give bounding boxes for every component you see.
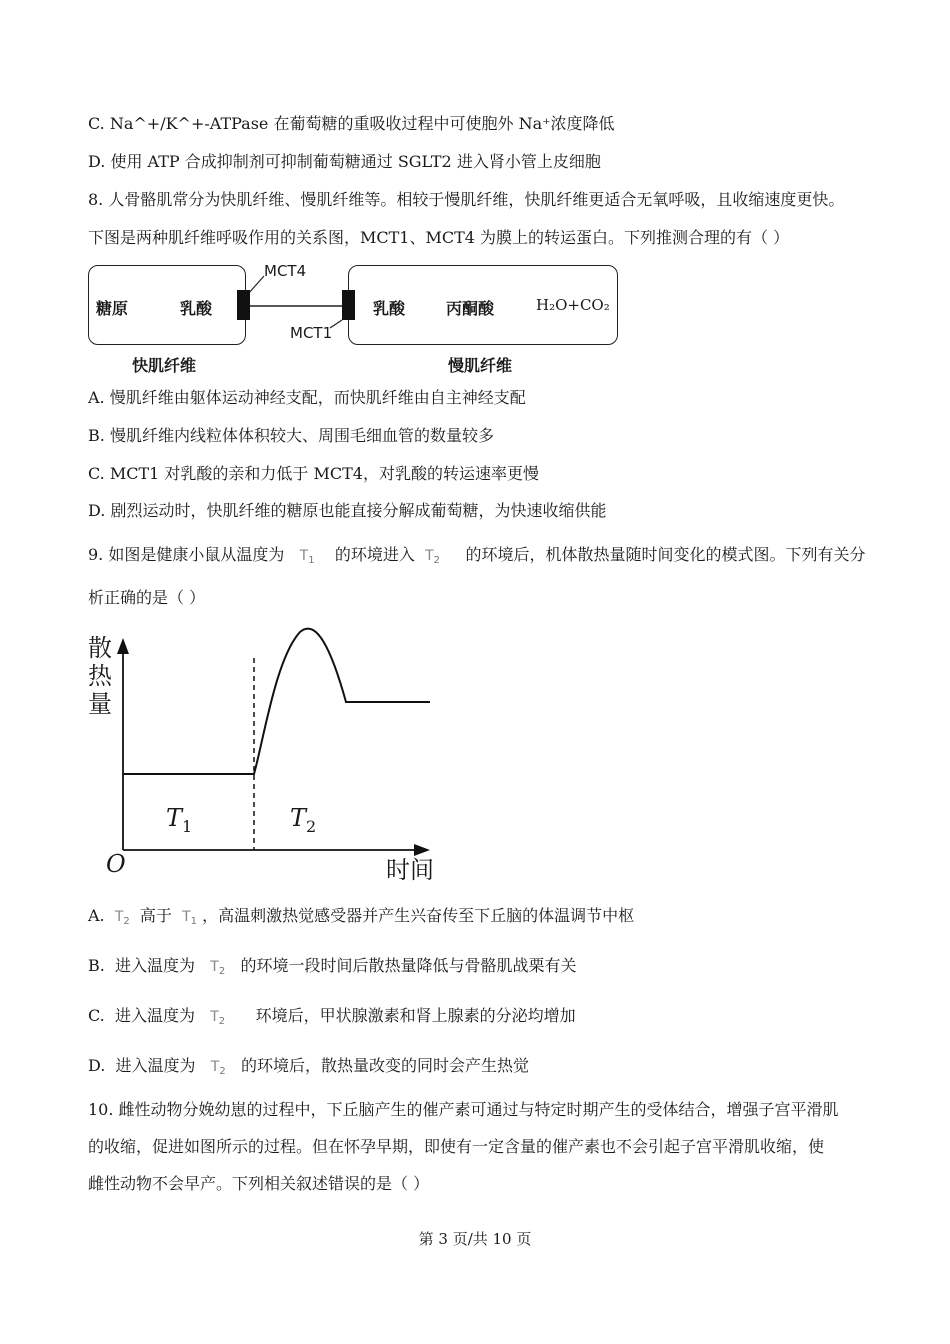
q9-stem-line1: 9. 如图是健康小鼠从温度为 $T_1$ 的环境进入 $T_2$ 的环境后，机体散热量随时间变化的模式图。下列有关分 [88, 545, 866, 566]
slow-lactate-label: 乳酸 [373, 299, 406, 318]
graph-axes-and-curve [86, 618, 446, 888]
glycogen-label: 糖原 [96, 299, 129, 318]
q8-stem-line1: 8. 人骨骼肌常分为快肌纤维、慢肌纤维等。相较于慢肌纤维，快肌纤维更适合无氧呼吸，且收缩速度更快。 [88, 190, 845, 209]
fast-fiber-caption: 快肌纤维 [132, 356, 197, 375]
q8-stem-line2: 下图是两种肌纤维呼吸作用的关系图，MCT1、MCT4 为膜上的转运蛋白。下列推测合理的有（ ） [88, 228, 790, 247]
q8-option-b: B. 慢肌纤维内线粒体体积较大、周围毛细血管的数量较多 [88, 426, 494, 445]
origin-label: O [106, 850, 126, 878]
y-axis-label: 散 热 量 [88, 634, 112, 718]
mct4-label: MCT4 [264, 262, 307, 280]
region-t1-label: $T_1$ [166, 804, 193, 836]
mct4-transporter [237, 290, 250, 320]
mct1-transporter [342, 290, 355, 320]
q10-stem-line1: 10. 雌性动物分娩幼崽的过程中，下丘脑产生的催产素可通过与特定时期产生的受体结合，增强子宫平滑肌 [88, 1100, 839, 1119]
q8-option-c: C. MCT1 对乳酸的亲和力低于 MCT4，对乳酸的转运速率更慢 [88, 464, 539, 483]
page-footer: 第 3 页/共 10 页 [418, 1230, 532, 1248]
x-axis-label: 时间 [386, 856, 434, 884]
q9-stem-line2: 析正确的是（ ） [88, 588, 206, 607]
fast-lactate-label: 乳酸 [180, 299, 213, 318]
mct1-label: MCT1 [290, 324, 333, 342]
t1-symbol: $T_1$ [299, 548, 315, 566]
slow-fiber-caption: 慢肌纤维 [448, 356, 513, 375]
heat-dissipation-graph [86, 618, 446, 888]
pyruvate-label: 丙酮酸 [446, 299, 495, 318]
q9-option-c: C. 进入温度为 $T_2$ 环境后，甲状腺激素和肾上腺素的分泌均增加 [88, 1006, 576, 1027]
q10-stem-line2: 的收缩，促进如图所示的过程。但在怀孕早期，即使有一定含量的催产素也不会引起子宫平滑肌收缩，使 [88, 1137, 825, 1156]
q9-option-b: B. 进入温度为 $T_2$ 的环境一段时间后散热量降低与骨骼肌战栗有关 [88, 956, 577, 977]
product-label: H₂O+CO₂ [536, 296, 610, 314]
region-t2-label: $T_2$ [290, 804, 317, 836]
q9-option-a: A. $T_2$ 高于 $T_1$ ，高温刺激热觉感受器并产生兴奋传至下丘脑的体温调节中枢 [88, 906, 635, 927]
q9-option-d: D. 进入温度为 $T_2$ 的环境后，散热量改变的同时会产生热觉 [88, 1056, 530, 1077]
q8-option-d: D. 剧烈运动时，快肌纤维的糖原也能直接分解成葡萄糖，为快速收缩供能 [88, 501, 607, 520]
q8-option-a: A. 慢肌纤维由躯体运动神经支配，而快肌纤维由自主神经支配 [88, 388, 526, 407]
q7-option-d: D. 使用 ATP 合成抑制剂可抑制葡萄糖通过 SGLT2 进入肾小管上皮细胞 [88, 152, 601, 171]
muscle-fiber-diagram [86, 262, 626, 382]
t2-symbol: $T_2$ [425, 548, 441, 566]
q10-stem-line3: 雌性动物不会早产。下列相关叙述错误的是（ ） [88, 1174, 430, 1193]
q7-option-c: C. Na^+/K^+-ATPase 在葡萄糖的重吸收过程中可使胞外 Na⁺浓度降低 [88, 114, 615, 133]
